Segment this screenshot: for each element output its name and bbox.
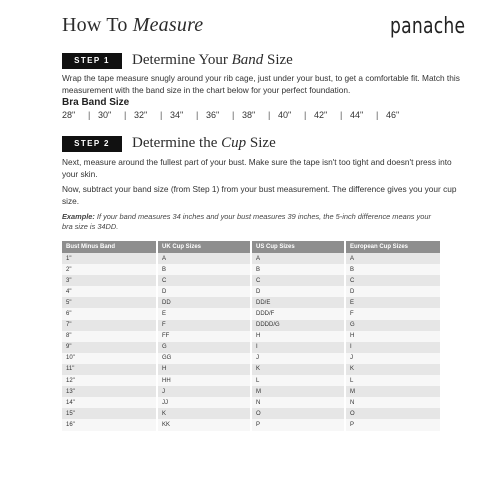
bust-minus-band-cell: 6": [62, 308, 157, 319]
band-size-item: 44": [350, 110, 364, 120]
header-us-cup-sizes: US Cup Sizes: [251, 241, 345, 253]
table-row: [62, 275, 440, 286]
eu-cup-cell: B: [345, 264, 440, 275]
page-title: [62, 14, 203, 37]
title-prefix: How To: [62, 14, 133, 36]
band-size-item: 46": [386, 110, 400, 120]
bust-minus-band-cell: 10": [62, 353, 157, 364]
bust-minus-band-cell: 11": [62, 364, 157, 375]
eu-cup-cell: E: [345, 297, 440, 308]
table-row: [62, 331, 440, 342]
us-cup-cell: N: [251, 397, 345, 408]
table-row: [62, 375, 440, 386]
uk-cup-cell: DD: [157, 297, 251, 308]
bust-minus-band-cell: 8": [62, 331, 157, 342]
table-row: [62, 419, 440, 430]
brand-logo: panache: [390, 14, 466, 39]
step2-badge: STEP 2: [62, 136, 122, 152]
eu-cup-cell: L: [345, 375, 440, 386]
uk-cup-cell: J: [157, 386, 251, 397]
bust-minus-band-cell: 15": [62, 408, 157, 419]
us-cup-cell: D: [251, 286, 345, 297]
us-cup-cell: B: [251, 264, 345, 275]
band-size-item: 36": [206, 110, 220, 120]
eu-cup-cell: F: [345, 308, 440, 319]
us-cup-cell: DD/E: [251, 297, 345, 308]
us-cup-cell: I: [251, 342, 345, 353]
us-cup-cell: A: [251, 253, 345, 264]
cup-size-table: [62, 241, 440, 431]
band-size-item: 28": [62, 110, 76, 120]
eu-cup-cell: N: [345, 397, 440, 408]
uk-cup-cell: GG: [157, 353, 251, 364]
step1-badge: STEP 1: [62, 53, 122, 69]
table-row: [62, 353, 440, 364]
us-cup-cell: P: [251, 419, 345, 430]
example-note: [62, 212, 442, 232]
uk-cup-cell: C: [157, 275, 251, 286]
uk-cup-cell: E: [157, 308, 251, 319]
us-cup-cell: L: [251, 375, 345, 386]
band-size-separator: |: [304, 110, 307, 120]
step2-paragraph-2: Now, subtract your band size (from Step 1) from your bust measurement. The difference gives you your cup size.: [62, 184, 457, 206]
bust-minus-band-cell: 16": [62, 419, 157, 430]
band-size-separator: |: [124, 110, 127, 120]
band-size-separator: |: [232, 110, 235, 120]
table-row: [62, 364, 440, 375]
title-emphasis: Measure: [132, 14, 204, 36]
step1-heading-emphasis: Band: [231, 52, 264, 68]
band-size-item: 38": [242, 110, 256, 120]
table-row: [62, 386, 440, 397]
header-european-cup-sizes: European Cup Sizes: [345, 241, 440, 253]
eu-cup-cell: O: [345, 408, 440, 419]
step1-heading: [132, 52, 293, 69]
band-size-list: [62, 110, 412, 120]
uk-cup-cell: HH: [157, 375, 251, 386]
uk-cup-cell: F: [157, 320, 251, 331]
table-row: [62, 397, 440, 408]
eu-cup-cell: D: [345, 286, 440, 297]
bust-minus-band-cell: 2": [62, 264, 157, 275]
table-row: [62, 320, 440, 331]
bust-minus-band-cell: 7": [62, 320, 157, 331]
us-cup-cell: DDDD/G: [251, 320, 345, 331]
us-cup-cell: C: [251, 275, 345, 286]
uk-cup-cell: B: [157, 264, 251, 275]
bust-minus-band-cell: 9": [62, 342, 157, 353]
step1-heading-text2: Size: [263, 52, 293, 68]
eu-cup-cell: H: [345, 331, 440, 342]
step1-paragraph: Wrap the tape measure snugly around your rib cage, just under your bust, to get a comfortable fit. Match this measurement with the band size in the chart below for your perfect foundation.: [62, 73, 460, 95]
table-row: [62, 286, 440, 297]
uk-cup-cell: G: [157, 342, 251, 353]
bust-minus-band-cell: 14": [62, 397, 157, 408]
bust-minus-band-cell: 13": [62, 386, 157, 397]
band-size-separator: |: [340, 110, 343, 120]
step2-heading-text2: Size: [246, 135, 276, 151]
table-row: [62, 264, 440, 275]
bust-minus-band-cell: 3": [62, 275, 157, 286]
example-label: Example:: [62, 212, 95, 221]
band-size-separator: |: [268, 110, 271, 120]
us-cup-cell: H: [251, 331, 345, 342]
table-row: [62, 253, 440, 264]
us-cup-cell: M: [251, 386, 345, 397]
table-header-row: [62, 241, 440, 253]
us-cup-cell: J: [251, 353, 345, 364]
bust-minus-band-cell: 4": [62, 286, 157, 297]
eu-cup-cell: I: [345, 342, 440, 353]
band-size-item: 30": [98, 110, 112, 120]
band-size-item: 32": [134, 110, 148, 120]
step2-paragraph-1: Next, measure around the fullest part of your bust. Make sure the tape isn't too tight and doesn't press into your skin.: [62, 157, 452, 179]
band-size-separator: |: [196, 110, 199, 120]
table-row: [62, 342, 440, 353]
step1-header: [62, 52, 293, 69]
step2-heading-text1: Determine the: [132, 135, 222, 151]
eu-cup-cell: A: [345, 253, 440, 264]
uk-cup-cell: K: [157, 408, 251, 419]
example-text: If your band measures 34 inches and your bust measures 39 inches, the 5-inch difference means your bra size is 34DD.: [62, 212, 431, 231]
table-row: [62, 408, 440, 419]
eu-cup-cell: G: [345, 320, 440, 331]
eu-cup-cell: J: [345, 353, 440, 364]
uk-cup-cell: JJ: [157, 397, 251, 408]
band-size-item: 42": [314, 110, 328, 120]
us-cup-cell: O: [251, 408, 345, 419]
uk-cup-cell: H: [157, 364, 251, 375]
header-bust-minus-band: Bust Minus Band: [62, 241, 157, 253]
step2-header: [62, 135, 276, 152]
bust-minus-band-cell: 1": [62, 253, 157, 264]
band-size-separator: |: [376, 110, 379, 120]
band-size-separator: |: [160, 110, 163, 120]
eu-cup-cell: C: [345, 275, 440, 286]
uk-cup-cell: D: [157, 286, 251, 297]
table-row: [62, 308, 440, 319]
step2-heading: [132, 135, 276, 152]
band-size-item: 34": [170, 110, 184, 120]
uk-cup-cell: KK: [157, 419, 251, 430]
eu-cup-cell: P: [345, 419, 440, 430]
eu-cup-cell: M: [345, 386, 440, 397]
header-uk-cup-sizes: UK Cup Sizes: [157, 241, 251, 253]
band-size-separator: |: [88, 110, 91, 120]
bust-minus-band-cell: 5": [62, 297, 157, 308]
us-cup-cell: DDD/F: [251, 308, 345, 319]
eu-cup-cell: K: [345, 364, 440, 375]
step1-heading-text1: Determine Your: [132, 52, 232, 68]
bust-minus-band-cell: 12": [62, 375, 157, 386]
band-size-item: 40": [278, 110, 292, 120]
step2-heading-emphasis: Cup: [221, 135, 247, 151]
table-row: [62, 297, 440, 308]
us-cup-cell: K: [251, 364, 345, 375]
uk-cup-cell: FF: [157, 331, 251, 342]
band-size-title: Bra Band Size: [62, 97, 130, 108]
uk-cup-cell: A: [157, 253, 251, 264]
